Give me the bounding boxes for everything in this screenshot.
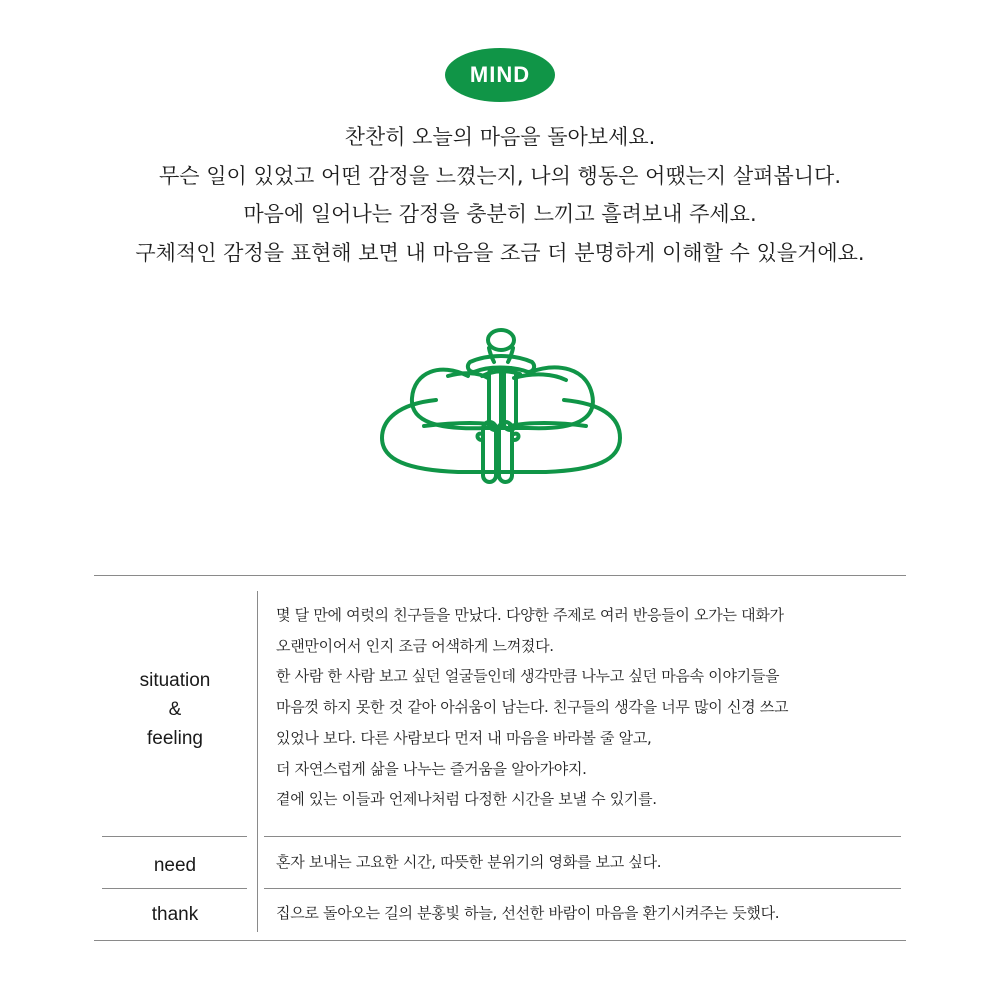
intro-line: 구체적인 감정을 표현해 보면 내 마음을 조금 더 분명하게 이해할 수 있을거에요. [135,240,865,265]
row-divider-right [264,888,901,889]
need-text: 혼자 보내는 고요한 시간, 따뜻한 분위기의 영화를 보고 싶다. [276,853,662,871]
need-label: need [153,855,197,876]
mind-badge: MIND [445,48,555,102]
text-line: 마음껏 하지 못한 것 같아 아쉬움이 남는다. 친구들의 생각을 너무 많이 신경 쓰고 [276,698,789,717]
table-top-rule [94,575,906,576]
intro-line: 마음에 일어나는 감정을 충분히 느끼고 흘려보내 주세요. [243,202,757,226]
thank-label: thank [151,904,199,925]
text-line: 곁에 있는 이들과 언제나처럼 다정한 시간을 보낼 수 있기를. [276,790,657,809]
stacked-cushions-icon [378,322,624,488]
intro-text [0,118,1000,272]
text-line: 오랜만이어서 인지 조금 어색하게 느껴졌다. [276,636,554,655]
text-line: 더 자연스럽게 삶을 나누는 즐거움을 알아가야지. [276,759,587,778]
situation-feeling-text [276,600,896,815]
thank-text: 집으로 돌아오는 길의 분홍빛 하늘, 선선한 바람이 마음을 환기시켜주는 듯했다. [276,904,780,922]
row-divider-left [102,888,247,889]
text-line: 한 사람 한 사람 보고 싶던 얼굴들인데 생각만큼 나누고 싶던 마음속 이야기들을 [276,667,780,686]
text-line: 몇 달 만에 여럿의 친구들을 만났다. 다양한 주제로 여러 반응들이 오가는 대화가 [276,606,784,624]
reflection-table [94,575,906,941]
intro-line: 무슨 일이 있었고 어떤 감정을 느꼈는지, 나의 행동은 어땠는지 살펴봅니다. [158,163,841,188]
situation-feeling-label: situation & feeling [139,670,211,749]
column-divider [257,591,258,932]
row-divider-left [102,836,247,837]
text-line: 있었나 보다. 다른 사람보다 먼저 내 마음을 바라볼 줄 알고, [276,728,652,747]
row-divider-right [264,836,901,837]
intro-line: 찬찬히 오늘의 마음을 돌아보세요. [344,125,656,149]
table-bottom-rule [94,940,906,941]
